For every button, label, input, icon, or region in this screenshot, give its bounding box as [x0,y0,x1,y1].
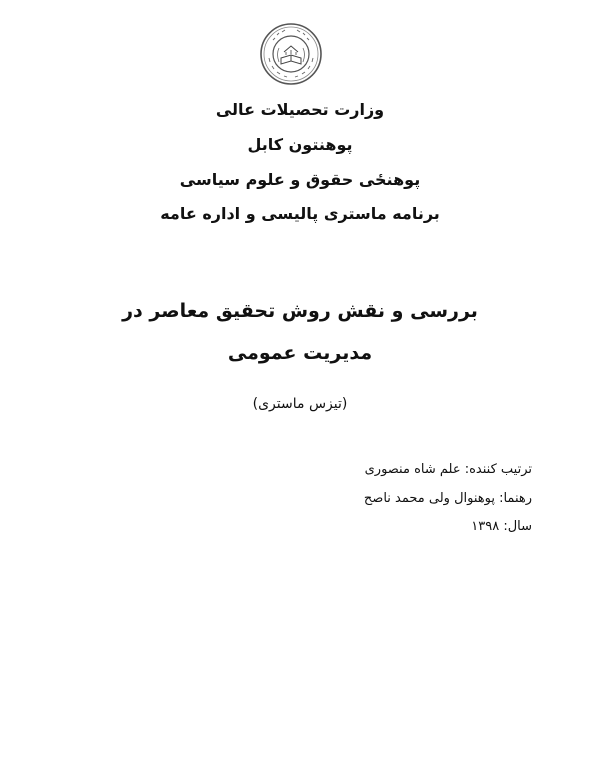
university-name: پوهنتون کابل [247,135,353,154]
thesis-title-line-2: مدیریت عمومی [227,342,373,364]
thesis-title-line-1: بررسی و نقش روش تحقیق معاصر در [122,300,478,322]
thesis-type: (تیزس ماستری) [252,396,348,412]
faculty-name: پوهنځی حقوق و علوم سیاسی [179,170,421,189]
author-line: ترتیب کننده: علم شاه منصوری [364,462,532,477]
university-seal-icon [259,22,323,86]
year-line: سال: ۱۳۹۸ [471,519,532,534]
program-name: برنامه ماستری پالیسی و اداره عامه [160,204,440,223]
supervisor-line: رهنما: پوهنوال ولی محمد ناصح [363,491,532,506]
ministry-name: وزارت تحصیلات عالی [215,100,385,119]
